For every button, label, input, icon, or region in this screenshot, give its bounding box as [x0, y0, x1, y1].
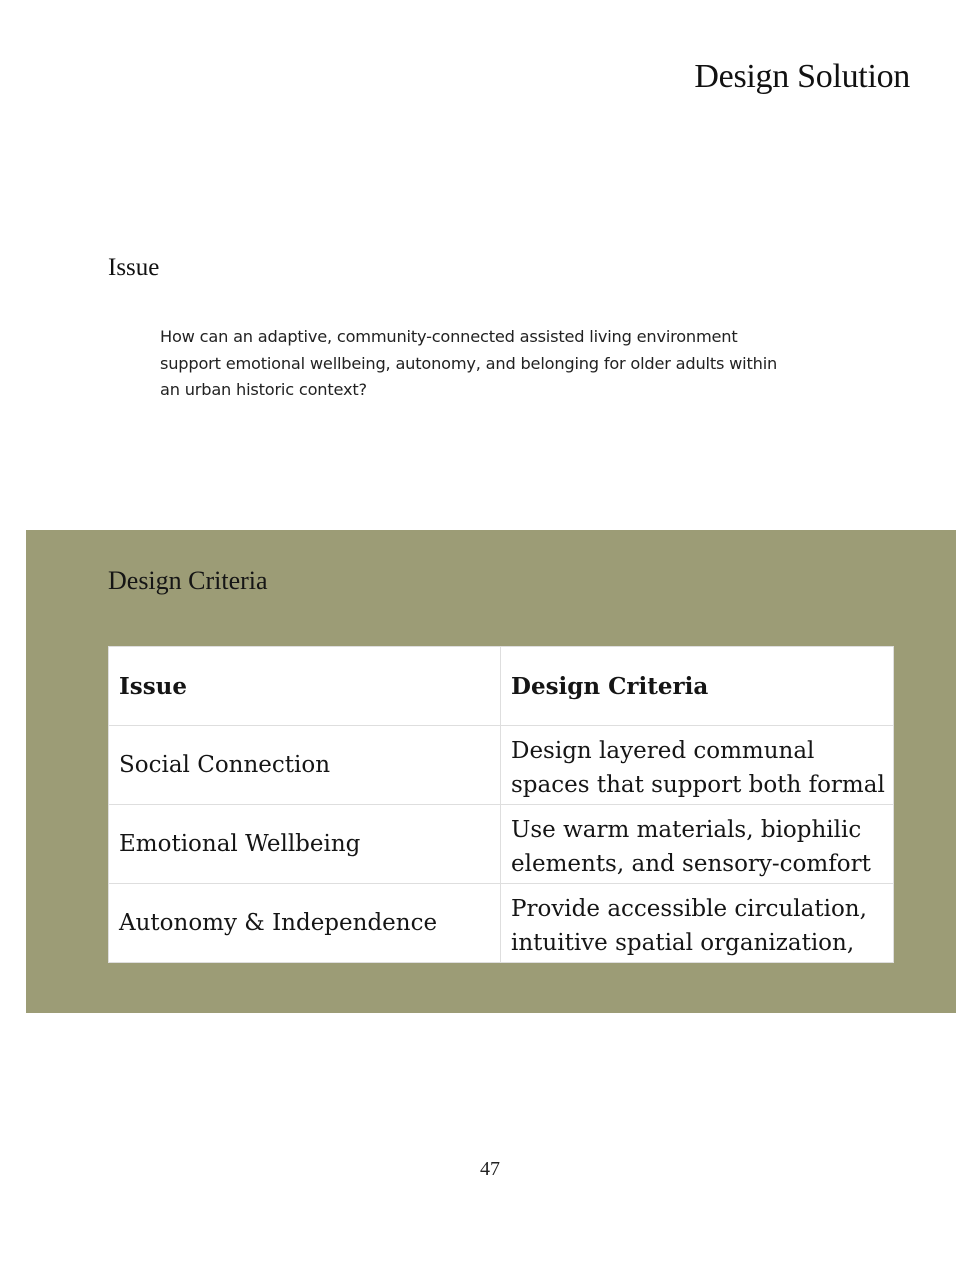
page-title: Design Solution — [694, 58, 910, 95]
table-cell-criteria — [501, 884, 894, 963]
criteria-text: Use warm materials, biophilic elements, and sensory-comfort — [511, 817, 871, 877]
issue-heading: Issue — [108, 254, 160, 281]
column-header-design-criteria: Design Criteria — [501, 647, 894, 726]
table-cell-criteria — [501, 805, 894, 884]
table-cell-issue: Emotional Wellbeing — [109, 805, 501, 884]
column-header-issue: Issue — [109, 647, 501, 726]
table-row — [109, 884, 894, 963]
table-row — [109, 726, 894, 805]
issue-question: How can an adaptive, community-connected assisted living environment support emotional wellbeing, autonomy, and belonging for older adults within an urban historic context? — [160, 327, 778, 399]
design-criteria-table — [108, 646, 894, 963]
criteria-text: Design layered communal spaces that support both formal — [511, 738, 885, 798]
table-cell-criteria — [501, 726, 894, 805]
criteria-text: Provide accessible circulation, intuitive spatial organization, — [511, 896, 867, 956]
design-criteria-panel — [26, 530, 956, 1013]
page-number: 47 — [480, 1158, 500, 1180]
table-cell-issue: Social Connection — [109, 726, 501, 805]
table-cell-issue: Autonomy & Independence — [109, 884, 501, 963]
design-criteria-heading: Design Criteria — [108, 566, 268, 595]
table-header-row — [109, 647, 894, 726]
table-row — [109, 805, 894, 884]
